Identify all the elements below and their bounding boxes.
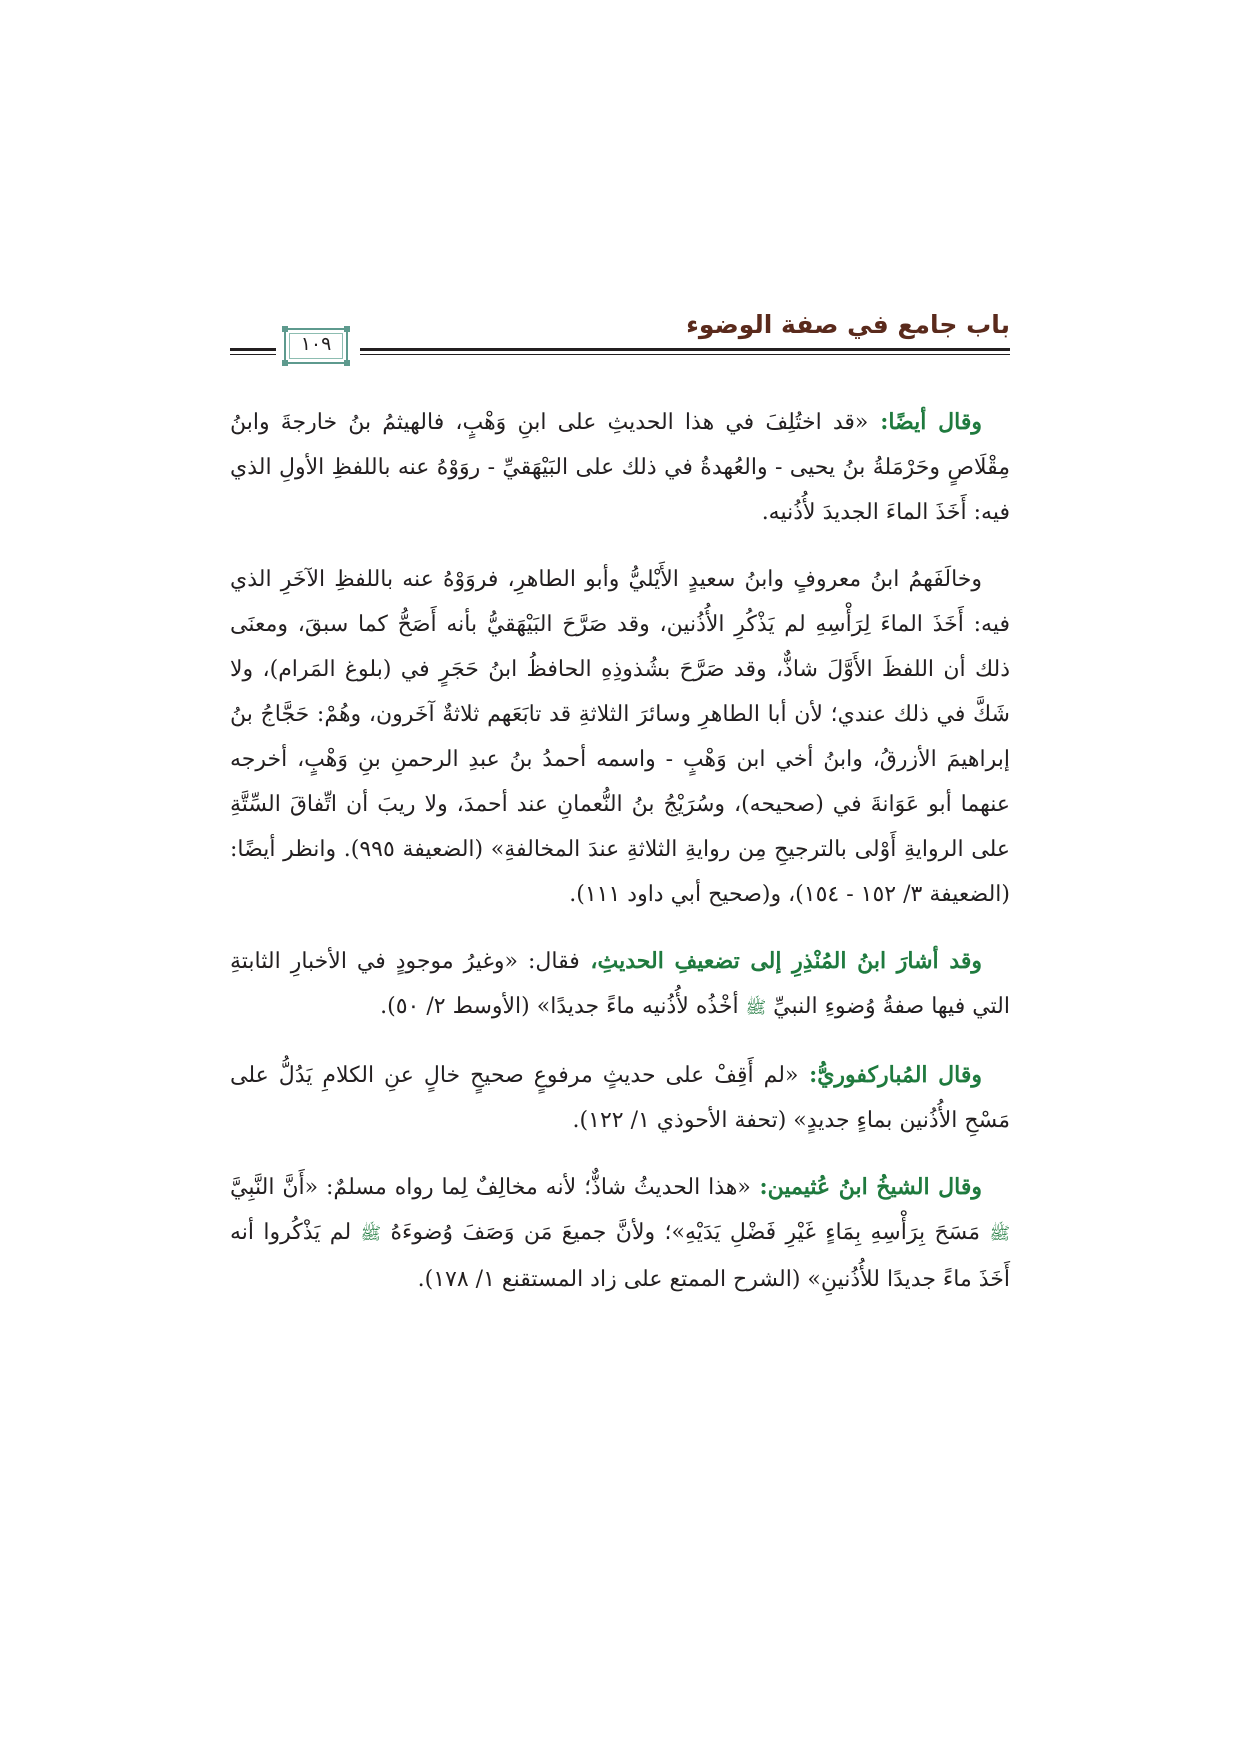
ornament-corner [282, 360, 288, 366]
paragraph-lead: وقال الشيخُ ابنُ عُثيمين: [750, 1174, 982, 1200]
paragraph-lead: وقد أشارَ ابنُ المُنْذِرِ إلى تضعيفِ الحديثِ، [579, 948, 983, 974]
salutation-symbol: ﷺ [989, 1224, 1010, 1244]
body-text [230, 400, 1010, 1324]
paragraph-text: «هذا الحديثُ شاذٌّ؛ لأنه مخالِفٌ لِما رواه مسلمٌ: «أَنَّ النَّبِيَّ [230, 1175, 751, 1200]
paragraph-text: مَسَحَ بِرَأْسِهِ بِمَاءٍ غَيْرِ فَضْلِ يَدَيْهِ»؛ ولأنَّ جميعَ مَن وَصَفَ وُضوءَهُ [381, 1220, 990, 1245]
header-rule-right [360, 348, 1010, 351]
paragraph [230, 1053, 1010, 1143]
ornament-corner [282, 326, 288, 332]
ornament-corner [344, 360, 350, 366]
paragraph-text: وخالَفَهمُ ابنُ معروفٍ وابنُ سعيدٍ الأَيْليُّ وأبو الطاهرِ، فروَوْهُ عنه باللفظِ الآخَرِ الذي فيه: أَخَذَ الماءَ لِرَأْسِهِ لم يَذْكُرِ الأُذُنين، وقد صَرَّحَ البَيْهَقيُّ بأنه أَصَحُّ كما سبقَ، ومعنَى ذلك أن اللفظَ الأَوَّلَ شاذٌّ، وقد صَرَّحَ بشُذوذِهِ الحافظُ ابنُ حَجَرٍ في (بلوغ المَرام)، ولا شَكَّ في ذلك عندي؛ لأن أبا الطاهرِ وسائرَ الثلاثةِ قد تابَعَهم ثلاثةٌ آخَرون، وهُمْ: حَجَّاجُ بنُ إبراهيمَ الأزرقُ، وابنُ أخي ابن وَهْبٍ - واسمه أحمدُ بنُ عبدِ الرحمنِ بنِ وَهْبٍ، أخرجه عنهما أبو عَوَانةَ في (صحيحه)، وسُرَيْجُ بنُ النُّعمانِ عند أحمدَ، ولا ريبَ أن اتِّفاقَ السِّتَّةِ على الروايةِ أَوْلى بالترجيحِ مِن روايةِ الثلاثةِ عندَ المخالفةِ» (الضعيفة ٩٩٥). وانظر أيضًا: (الضعيفة ٣/ ١٥٢ - ١٥٤)، و(صحيح أبي داود ١١١). [230, 567, 1010, 907]
page-header [230, 308, 1010, 368]
paragraph-lead: وقال أيضًا: [868, 409, 982, 435]
paragraph-text: فقال: «وغيرُ موجودٍ في الأخبارِ الثابتةِ التي فيها صفةُ وُضوءِ النبيِّ [230, 949, 1010, 1019]
paragraph-lead: وقال المُباركفوريُّ: [798, 1062, 982, 1088]
paragraph-text: «لم أَقِفْ على حديثٍ مرفوعٍ صحيحٍ خالٍ عنِ الكلامِ يَدُلُّ على مَسْحِ الأُذُنين بماءٍ جديدٍ» (تحفة الأحوذي ١/ ١٢٢). [230, 1063, 1010, 1133]
paragraph [230, 557, 1010, 917]
chapter-title: باب جامع في صفة الوضوء [686, 310, 1010, 339]
header-rule-right-thin [360, 354, 1010, 355]
salutation-symbol: ﷺ [745, 998, 767, 1018]
paragraph-text: أخْذُه لأُذُنيه ماءً جديدًا» (الأوسط ٢/ ٥٠). [380, 994, 746, 1019]
ornament-corner [344, 326, 350, 332]
salutation-symbol: ﷺ [360, 1224, 382, 1244]
paragraph-text: «قد اختُلِفَ في هذا الحديثِ على ابنِ وَهْبٍ، فالهيثمُ بنُ خارجةَ وابنُ مِقْلَاصٍ وحَرْمَلةُ بنُ يحيى - والعُهدةُ في ذلك على البَيْهَقيِّ - روَوْهُ عنه باللفظِ الأولِ الذي فيه: أَخَذَ الماءَ الجديدَ لأُذُنيه. [230, 410, 1010, 525]
header-rule-left [230, 348, 276, 351]
paragraph [230, 939, 1010, 1031]
page-number: ١٠٩ [300, 333, 332, 355]
paragraph-text: لم يَذْكُروا أنه أَخَذَ ماءً جديدًا للأُذُنينِ» (الشرح الممتع على زاد المستقنع ١/ ١٧٨). [230, 1220, 1010, 1292]
header-rule-left-thin [230, 354, 276, 355]
paragraph [230, 1165, 1010, 1302]
paragraph [230, 400, 1010, 535]
page-number-frame [284, 328, 348, 364]
